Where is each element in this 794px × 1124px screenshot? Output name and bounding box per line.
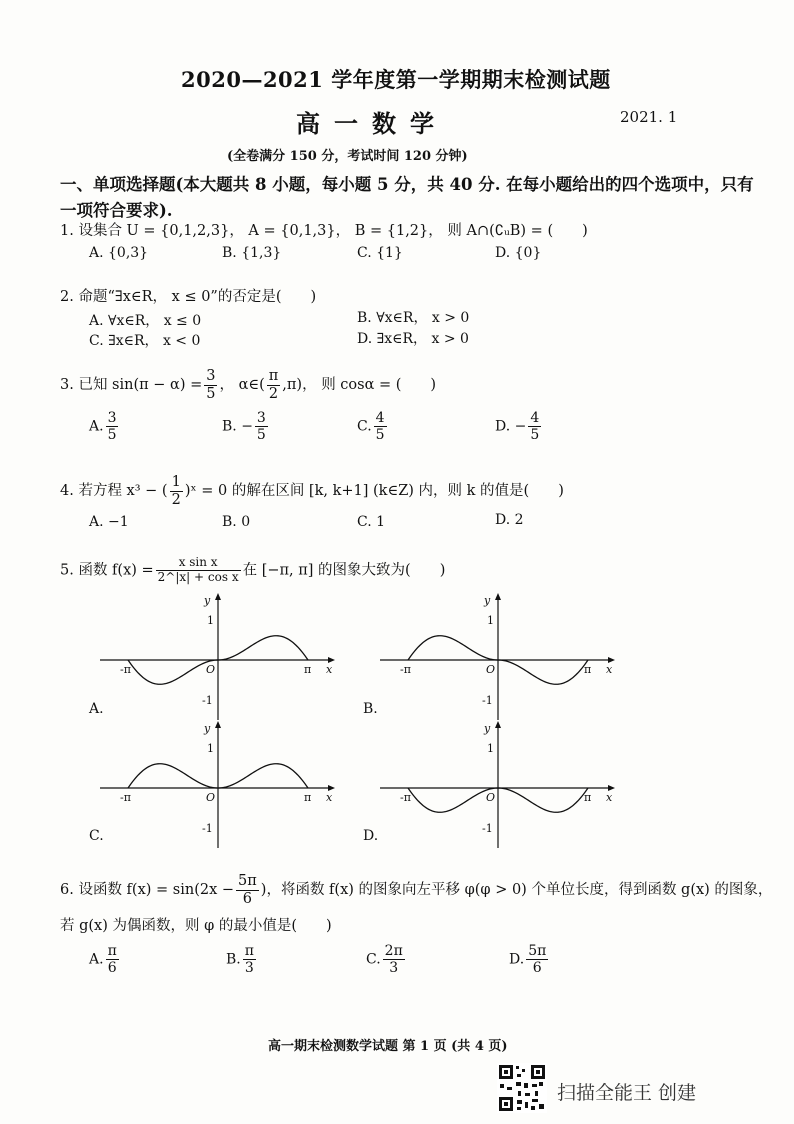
q3-b-num: 3 — [256, 410, 266, 426]
q3-c-label: C. — [357, 418, 372, 435]
q3-frac2-num: π — [268, 368, 279, 384]
tick-label-1: 1 — [487, 614, 494, 627]
q3-b-den: 5 — [256, 427, 266, 444]
q6-c-frac — [383, 943, 405, 976]
q3-a-label: A. — [89, 418, 104, 435]
question-3-option-c — [357, 410, 389, 443]
q6-a-frac — [106, 943, 119, 976]
q6-d-den: 6 — [532, 960, 542, 977]
question-6-option-d — [509, 943, 550, 976]
y-axis-label: y — [484, 722, 491, 735]
q6-b-num: π — [244, 943, 254, 959]
q6-a-label: A. — [89, 951, 104, 968]
q6-frac-den: 6 — [242, 890, 253, 907]
question-3-option-a — [89, 410, 120, 443]
tick-label-pi: π — [304, 663, 312, 676]
q3-d-label: D. − — [495, 418, 527, 435]
q5-text-pre: 5. 函数 f(x) = — [60, 562, 154, 579]
question-4-option-b: B. 0 — [222, 514, 251, 530]
question-6-option-c — [366, 943, 407, 976]
graph-a-label: A. — [89, 701, 104, 717]
q4-text-post: )ˣ = 0 的解在区间 [k, k+1] (k∈Z) 内，则 k 的值是( ) — [184, 483, 564, 500]
y-axis-label: y — [484, 594, 491, 607]
origin-label: O — [206, 663, 216, 676]
y-axis-arrow — [215, 593, 221, 600]
page-footer: 高一期末检测数学试题 第 1 页 (共 4 页) — [268, 1039, 508, 1054]
x-axis-label: x — [326, 791, 333, 804]
exam-note: (全卷满分 150 分，考试时间 120 分钟) — [227, 149, 468, 164]
tick-label-minus-1: -1 — [202, 694, 213, 707]
q4-fraction — [170, 474, 183, 508]
tick-label-neg-pi: -π — [120, 663, 131, 676]
tick-label-1: 1 — [207, 614, 214, 627]
q3-d-den: 5 — [530, 427, 540, 444]
q6-text-pre: 6. 设函数 f(x) = sin(2x − — [60, 882, 235, 899]
q3-a-den: 5 — [107, 427, 117, 444]
q4-text-pre: 4. 若方程 x³ − ( — [60, 483, 168, 500]
q5-fraction — [156, 556, 241, 585]
tick-label-pi: π — [584, 663, 592, 676]
graph-c — [100, 718, 340, 848]
question-6-stem — [60, 873, 772, 907]
question-2-option-d: D. ∃x∈R， x > 0 — [357, 331, 469, 347]
question-4-option-a: A. −1 — [89, 514, 129, 530]
q6-b-den: 3 — [244, 960, 254, 977]
q3-d-frac — [528, 410, 541, 443]
graph-d-label: D. — [363, 828, 379, 844]
q3-text-pre: 3. 已知 sin(π − α) = — [60, 377, 203, 394]
question-3-option-b — [222, 410, 270, 443]
graph-d — [380, 718, 620, 848]
q6-frac-num: 5π — [238, 873, 257, 889]
x-axis-label: x — [606, 791, 613, 804]
q6-a-den: 6 — [107, 960, 117, 977]
q6-fraction — [236, 873, 259, 907]
section-heading: 一、单项选择题(本大题共 8 小题，每小题 5 分，共 40 分. 在每小题给出的四个选项中，只有 — [60, 175, 754, 194]
question-3-stem — [60, 368, 436, 402]
tick-label-minus-1: -1 — [482, 694, 493, 707]
question-1-option-d: D. {0} — [495, 245, 542, 261]
q6-b-frac — [243, 943, 256, 976]
section-heading-cont: 一项符合要求). — [60, 201, 173, 220]
y-axis-label: y — [204, 722, 211, 735]
q3-frac2-den: 2 — [268, 385, 279, 402]
question-2-stem: 2. 命题“∃x∈R， x ≤ 0”的否定是( ) — [60, 289, 317, 305]
q4-frac-num: 1 — [171, 474, 181, 490]
question-4-option-d: D. 2 — [495, 512, 524, 528]
graph-a — [100, 590, 340, 720]
question-1-stem: 1. 设集合 U = {0,1,2,3}， A = {0,1,3}， B = {1,2}， 则 A∩(∁ᵤB) = ( ) — [60, 223, 588, 239]
q6-c-den: 3 — [389, 960, 399, 977]
q3-b-frac — [255, 410, 268, 443]
q5-frac-den: 2^|x| + cos x — [157, 569, 239, 584]
x-axis-label: x — [606, 663, 613, 676]
q3-a-frac — [106, 410, 119, 443]
question-1-option-c: C. {1} — [357, 245, 403, 261]
tick-label-1: 1 — [487, 742, 494, 755]
question-6-option-a — [89, 943, 121, 976]
y-axis-arrow — [215, 721, 221, 728]
q6-d-label: D. — [509, 951, 525, 968]
q6-a-num: π — [107, 943, 117, 959]
q3-frac1-num: 3 — [206, 368, 216, 384]
question-2-option-c: C. ∃x∈R， x < 0 — [89, 333, 201, 349]
x-axis-label: x — [326, 663, 333, 676]
tick-label-neg-pi: -π — [120, 791, 131, 804]
q6-text-post: )，将函数 f(x) 的图象向左平移 φ(φ > 0) 个单位长度，得到函数 g(x) 的图象， — [260, 882, 773, 899]
question-1-option-a: A. {0,3} — [89, 245, 149, 261]
q3-text-post: ,π)， 则 cosα = ( ) — [282, 377, 437, 394]
question-6-stem-cont: 若 g(x) 为偶函数，则 φ 的最小值是( ) — [60, 918, 332, 934]
tick-label-minus-1: -1 — [482, 822, 493, 835]
q3-c-den: 5 — [375, 427, 385, 444]
graph-b-label: B. — [363, 701, 378, 717]
q3-fraction-1 — [204, 368, 217, 402]
y-axis-arrow — [495, 593, 501, 600]
question-4-stem — [60, 474, 564, 508]
q3-fraction-2 — [267, 368, 281, 402]
origin-label: O — [486, 663, 496, 676]
exam-title: 2020—2021 学年度第一学期期末检测试题 — [181, 67, 611, 92]
origin-label: O — [486, 791, 496, 804]
question-6-option-b — [226, 943, 258, 976]
question-2-option-b: B. ∀x∈R， x > 0 — [357, 310, 470, 326]
q3-c-frac — [374, 410, 387, 443]
q3-b-label: B. − — [222, 418, 253, 435]
q4-frac-den: 2 — [171, 491, 181, 508]
q6-b-label: B. — [226, 951, 241, 968]
q3-c-num: 4 — [375, 410, 385, 426]
tick-label-pi: π — [584, 791, 592, 804]
question-3-option-d — [495, 410, 543, 443]
tick-label-neg-pi: -π — [400, 791, 411, 804]
y-axis-arrow — [495, 721, 501, 728]
q6-d-frac — [526, 943, 548, 976]
q6-c-label: C. — [366, 951, 381, 968]
scanner-watermark: 扫描全能王 创建 — [557, 1082, 697, 1104]
q6-c-num: 2π — [384, 943, 403, 959]
question-1-option-b: B. {1,3} — [222, 245, 282, 261]
question-4-option-c: C. 1 — [357, 514, 386, 530]
origin-label: O — [206, 791, 216, 804]
question-2-option-a: A. ∀x∈R， x ≤ 0 — [89, 313, 202, 329]
subject-title: 高一数学 — [296, 109, 448, 138]
qr-code-icon — [497, 1063, 547, 1113]
q3-a-num: 3 — [107, 410, 117, 426]
graph-c-label: C. — [89, 828, 104, 844]
tick-label-minus-1: -1 — [202, 822, 213, 835]
q5-text-post: 在 [−π, π] 的图象大致为( ) — [242, 562, 446, 579]
tick-label-1: 1 — [207, 742, 214, 755]
q5-frac-num: x sin x — [156, 556, 241, 571]
tick-label-pi: π — [304, 791, 312, 804]
question-5-stem — [60, 556, 445, 585]
y-axis-label: y — [204, 594, 211, 607]
q3-frac1-den: 5 — [206, 385, 216, 402]
q6-d-num: 5π — [528, 943, 547, 959]
exam-date: 2021. 1 — [620, 108, 678, 126]
q3-d-num: 4 — [530, 410, 540, 426]
graph-b — [380, 590, 620, 720]
q3-text-mid: ， α∈( — [219, 377, 265, 394]
tick-label-neg-pi: -π — [400, 663, 411, 676]
